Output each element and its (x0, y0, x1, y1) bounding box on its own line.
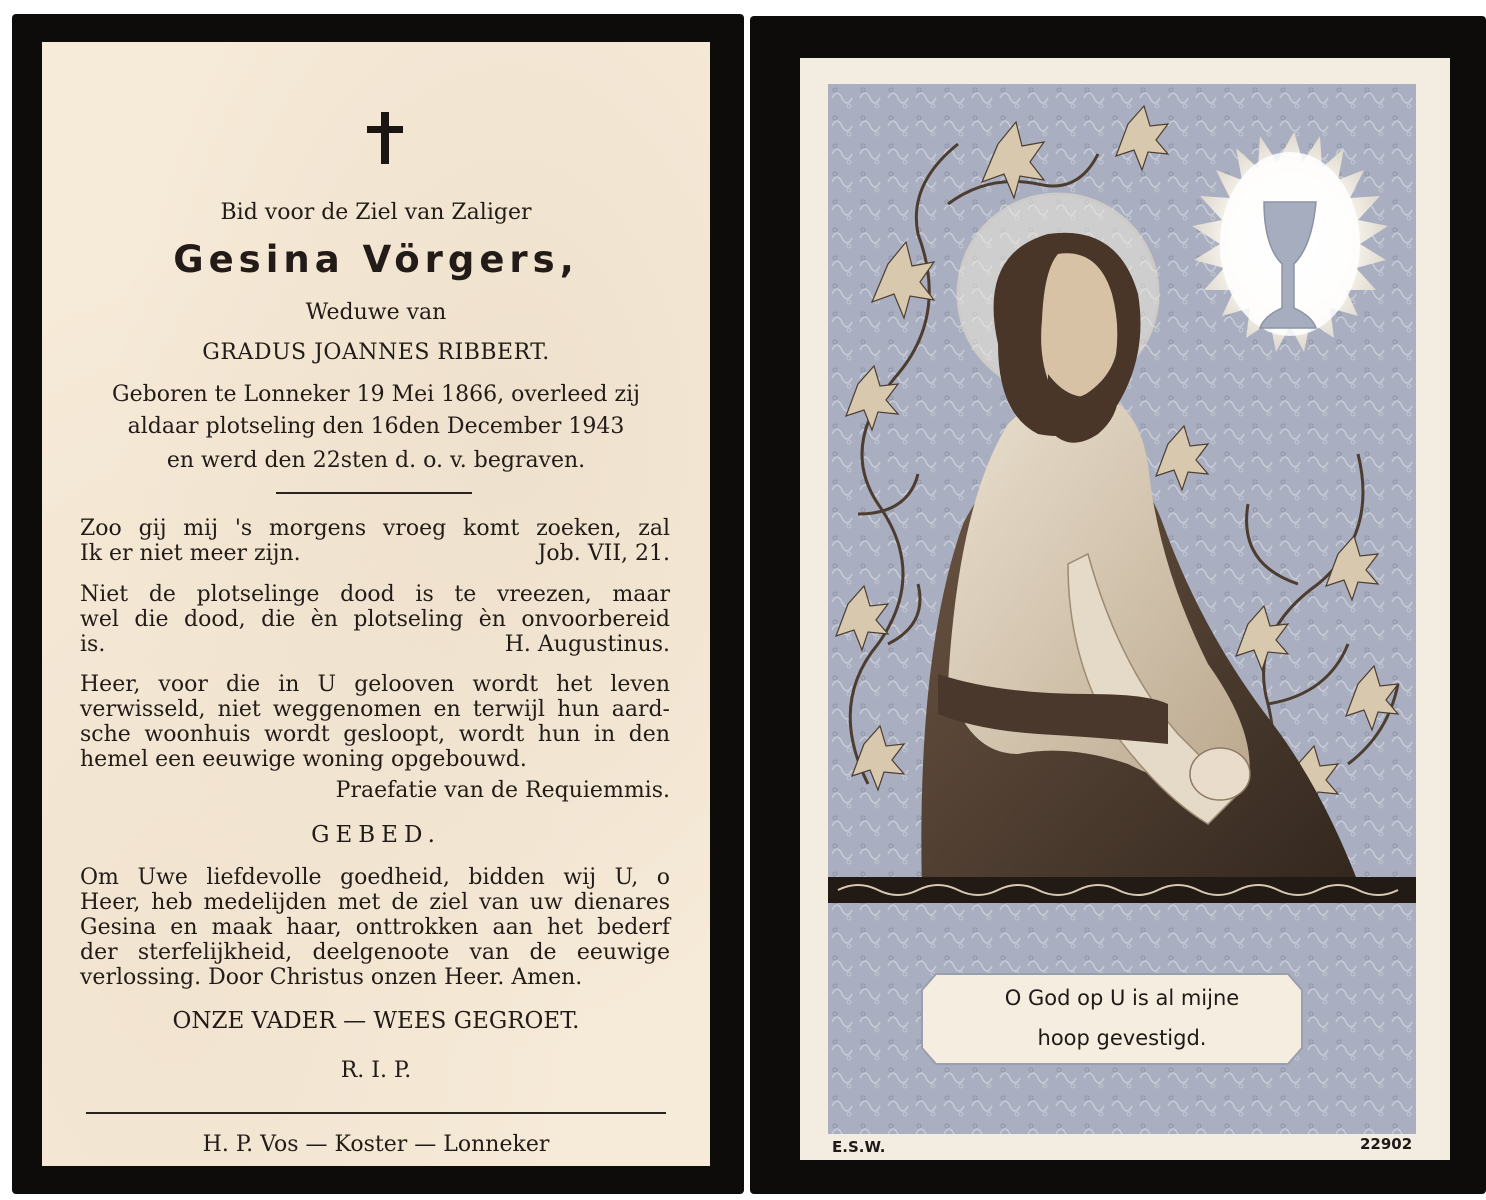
cross-icon (367, 112, 403, 164)
quote-req-line-4: hemel een eeuwige woning opgebouwd. (80, 747, 527, 772)
quote-job-line-2: Ik er niet meer zijn. (80, 541, 301, 566)
quote-req-line-2: verwisseld, niet weggenomen en terwijl hun aard- (80, 697, 670, 722)
quote-job-line-1: Zoo gij mij 's morgens vroeg komt zoeken, zal (80, 516, 670, 541)
publisher-mark: E.S.W. (832, 1138, 886, 1156)
memorial-card-image-side (750, 16, 1486, 1194)
jesus-praying-illustration (828, 84, 1416, 1134)
prayer-line-1: Om Uwe liefdevolle goedheid, bidden wij U, o (80, 865, 670, 890)
prayer-title: GEBED. (311, 822, 441, 848)
intro-text: Bid voor de Ziel van Zaliger (220, 200, 532, 225)
bio-line-2: aldaar plotseling den 16den December 1943 (127, 414, 625, 439)
quote-aug-line-2: wel die dood, die èn plotseling èn onvoorbereid (80, 607, 670, 632)
quote-job (80, 516, 670, 566)
quote-req-line-1: Heer, voor die in U gelooven wordt het leven (80, 672, 670, 697)
divider-long (86, 1112, 666, 1114)
deceased-name: Gesina Vörgers, (173, 238, 579, 281)
quote-job-source: Job. VII, 21. (537, 541, 670, 566)
quote-req-source: Praefatie van de Requiemmis. (335, 778, 670, 803)
prayer-line-5: verlossing. Door Christus onzen Heer. Amen. (80, 965, 583, 990)
bio-line-3: en werd den 22sten d. o. v. begraven. (166, 448, 586, 473)
quote-aug-source: H. Augustinus. (504, 632, 670, 657)
quote-requiem (80, 672, 670, 803)
printer-credit: H. P. Vos — Koster — Lonneker (202, 1132, 550, 1157)
devotional-image (828, 84, 1416, 1134)
quote-aug-line-3: is. (80, 632, 106, 657)
widow-of-text: Weduwe van (305, 300, 447, 325)
prayer-line-2: Heer, heb medelijden met de ziel van uw dienares (80, 890, 670, 915)
prayer-line-4: der sterfelijkheid, deelgenoote van de eeuwige (80, 940, 670, 965)
prayer-text (80, 865, 670, 990)
husband-name: GRADUS JOANNES RIBBERT. (202, 340, 550, 365)
catalog-number: 22902 (1360, 1135, 1413, 1153)
divider-short (276, 492, 472, 494)
quote-req-line-3: sche woonhuis wordt gesloopt, wordt hun in den (80, 722, 670, 747)
memorial-card-text-side (12, 14, 744, 1194)
rip-text: R. I. P. (340, 1058, 412, 1083)
quote-aug-line-1: Niet de plotselinge dood is te vreezen, maar (80, 582, 670, 607)
bio-line-1: Geboren te Lonneker 19 Mei 1866, overleed zij (112, 382, 640, 407)
prayer-line-3: Gesina en maak haar, onttrokken aan het bederf (80, 915, 670, 940)
banner-line-1: O God op U is al mijne (1004, 986, 1240, 1010)
card-paper-right (800, 58, 1450, 1160)
closing-prayers: ONZE VADER — WEES GEGROET. (172, 1008, 580, 1034)
banner-line-2: hoop gevestigd. (1037, 1026, 1207, 1050)
card-paper (42, 42, 710, 1166)
quote-augustinus (80, 582, 670, 657)
